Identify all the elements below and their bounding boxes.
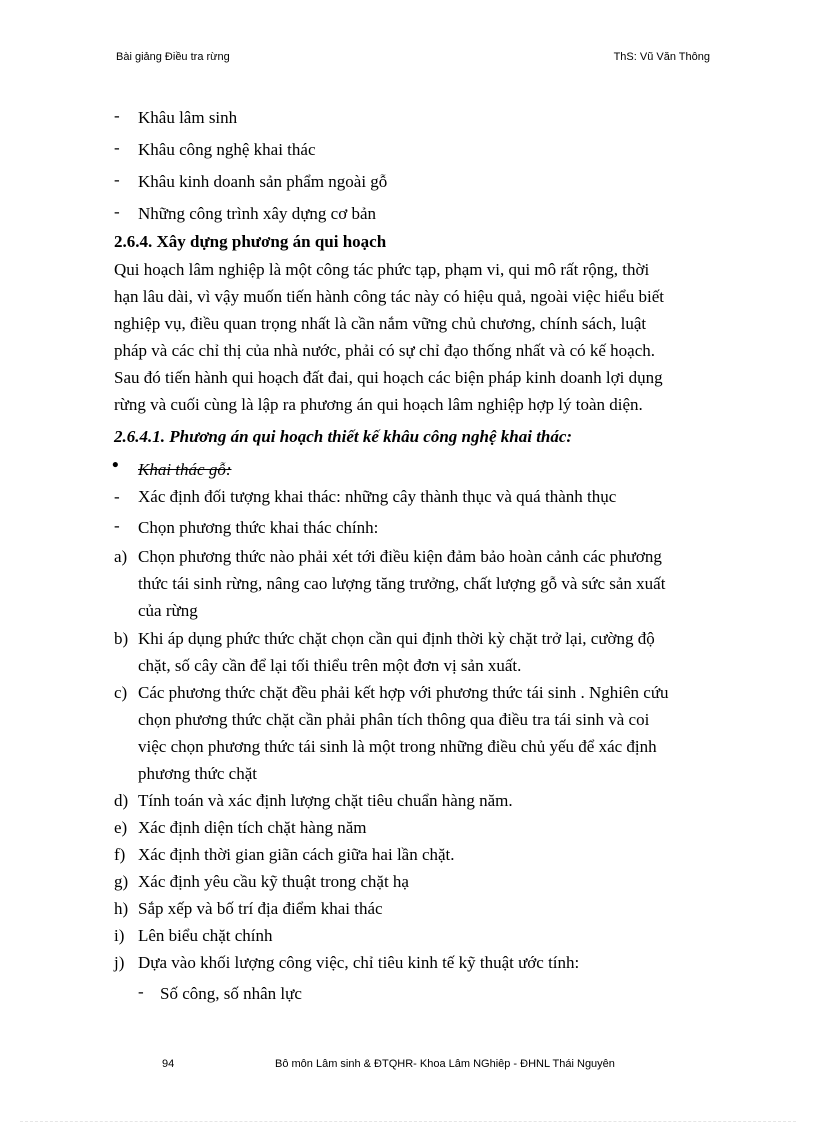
- item-line: chọn phương thức chặt cần phải phân tích thông qua điều tra tái sinh và coi: [138, 710, 650, 729]
- item-label: f): [114, 845, 126, 864]
- item-line: Xác định diện tích chặt hàng năm: [138, 818, 367, 837]
- paragraph-line: rừng và cuối cùng là lập ra phương án qui hoạch lâm nghiệp hợp lý toàn diện.: [114, 395, 643, 414]
- item-line: Các phương thức chặt đều phải kết hợp với phương thức tái sinh . Nghiên cứu: [138, 683, 669, 702]
- item-line: chặt, số cây cần để lại tối thiểu trên một đơn vị sản xuất.: [138, 656, 522, 675]
- item-line: Khi áp dụng phức thức chặt chọn cần qui định thời kỳ chặt trở lại, cường độ: [138, 629, 655, 648]
- paragraph-line: Sau đó tiến hành qui hoạch đất đai, qui hoạch các biện pháp kinh doanh lợi dụng: [114, 368, 663, 387]
- item-line: phương thức chặt: [138, 764, 257, 783]
- item-line: Sắp xếp và bố trí địa điểm khai thác: [138, 899, 383, 918]
- dash-marker: -: [114, 487, 120, 506]
- paragraph-line: hạn lâu dài, vì vậy muốn tiến hành công tác này có hiệu quả, ngoài việc hiểu biết: [114, 287, 664, 306]
- item-line: của rừng: [138, 601, 198, 620]
- item-label: d): [114, 791, 129, 810]
- bullet-khau-kinh-doanh: Khâu kinh doanh sản phẩm ngoài gỗ: [138, 172, 388, 191]
- dash-marker: -: [114, 106, 120, 125]
- dash-marker: -: [138, 982, 144, 1001]
- bullet-cong-trinh: Những công trình xây dựng cơ bản: [138, 204, 376, 223]
- paragraph-line: nghiệp vụ, điều quan trọng nhất là cần nắm vững chủ chương, chính sách, luật: [114, 314, 647, 333]
- item-line: Chọn phương thức nào phải xét tới điều kiện đảm bảo hoàn cảnh các phương: [138, 547, 662, 566]
- dash-marker: -: [114, 170, 120, 189]
- page-edge-divider: [20, 1121, 796, 1122]
- item-label: g): [114, 872, 129, 891]
- section-title-2-6-4: 2.6.4. Xây dựng phương án qui hoạch: [114, 232, 387, 251]
- header-right: ThS: Vũ Văn Thông: [613, 51, 710, 63]
- item-label: b): [114, 629, 129, 648]
- dash-item-xac-dinh-doi-tuong: Xác định đối tượng khai thác: những cây thành thục và quá thành thục: [138, 487, 617, 506]
- paragraph-line: pháp và các chỉ thị của nhà nước, phải có sự chỉ đạo thống nhất và có kế hoạch.: [114, 341, 656, 360]
- item-line: Dựa vào khối lượng công việc, chỉ tiêu kinh tế kỹ thuật ước tính:: [138, 953, 580, 972]
- item-line: Tính toán và xác định lượng chặt tiêu chuẩn hàng năm.: [138, 791, 513, 810]
- bullet-heading-khai-thac-go: Khai thác gỗ:: [138, 460, 232, 479]
- header-left: Bài giảng Điều tra rừng: [116, 51, 230, 63]
- item-line: Lên biểu chặt chính: [138, 926, 273, 945]
- sub-bullet-so-cong: Số công, số nhân lực: [160, 984, 302, 1003]
- bullet-dot-marker: •: [112, 455, 119, 476]
- footer-page-number: 94: [162, 1058, 175, 1070]
- item-line: việc chọn phương thức tái sinh là một trong những điều chủ yếu để xác định: [138, 737, 657, 756]
- item-label: a): [114, 547, 128, 566]
- dash-marker: -: [114, 138, 120, 157]
- item-line: Xác định thời gian giãn cách giữa hai lần chặt.: [138, 845, 455, 864]
- item-label: j): [114, 953, 125, 972]
- item-line: thức tái sinh rừng, nâng cao lượng tăng trưởng, chất lượng gỗ và sức sản xuất: [138, 574, 666, 593]
- item-line: Xác định yêu cầu kỹ thuật trong chặt hạ: [138, 872, 409, 891]
- paragraph-line: Qui hoạch lâm nghiệp là một công tác phức tạp, phạm vi, qui mô rất rộng, thời: [114, 260, 650, 279]
- dash-marker: -: [114, 516, 120, 535]
- item-label: e): [114, 818, 128, 837]
- item-label: h): [114, 899, 129, 918]
- bullet-khau-cong-nghe: Khâu công nghệ khai thác: [138, 140, 316, 159]
- bullet-khau-lam-sinh: Khâu lâm sinh: [138, 108, 238, 127]
- item-label: c): [114, 683, 128, 702]
- dash-marker: -: [114, 202, 120, 221]
- item-label: i): [114, 926, 125, 945]
- dash-item-chon-phuong-thuc: Chọn phương thức khai thác chính:: [138, 518, 379, 537]
- footer-text: Bô môn Lâm sinh & ĐTQHR- Khoa Lâm NGhiêp - ĐHNL Thái Nguyên: [275, 1058, 615, 1070]
- section-title-2-6-4-1: 2.6.4.1. Phương án qui hoạch thiết kế khâu công nghệ khai thác:: [114, 427, 573, 446]
